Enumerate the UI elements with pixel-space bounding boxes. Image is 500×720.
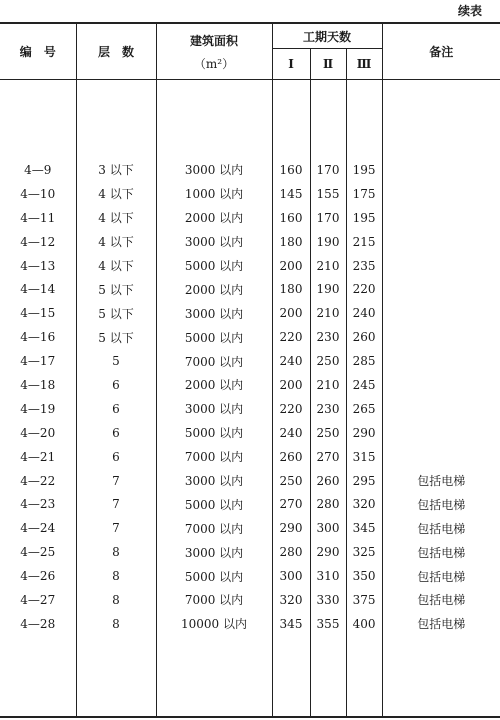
cell-area: 10000 以内 bbox=[156, 612, 272, 636]
cell-area: 2000 以内 bbox=[156, 373, 272, 397]
cell-zone-1: 270 bbox=[272, 492, 310, 516]
cell-zone-1: 180 bbox=[272, 230, 310, 254]
cell-code: 4—20 bbox=[0, 421, 76, 445]
header-remarks: 备注 bbox=[382, 23, 500, 80]
cell-area: 3000 以内 bbox=[156, 230, 272, 254]
cell-zone-3: 195 bbox=[346, 206, 382, 230]
cell-note bbox=[382, 277, 500, 301]
cell-code: 4—10 bbox=[0, 182, 76, 206]
cell-code: 4—28 bbox=[0, 612, 76, 636]
cell-floors: 7 bbox=[76, 516, 156, 540]
table-row bbox=[0, 564, 500, 588]
cell-area: 7000 以内 bbox=[156, 445, 272, 469]
cell-zone-2: 190 bbox=[310, 277, 346, 301]
cell-zone-2: 280 bbox=[310, 492, 346, 516]
cell-area: 3000 以内 bbox=[156, 469, 272, 493]
cell-zone-3: 265 bbox=[346, 397, 382, 421]
cell-note bbox=[382, 397, 500, 421]
cell-area: 3000 以内 bbox=[156, 540, 272, 564]
cell-code: 4—17 bbox=[0, 349, 76, 373]
cell-floors: 5 bbox=[76, 349, 156, 373]
cell-zone-1: 260 bbox=[272, 445, 310, 469]
cell-zone-3: 315 bbox=[346, 445, 382, 469]
table-row bbox=[0, 421, 500, 445]
cell-code: 4—12 bbox=[0, 230, 76, 254]
cell-code: 4—25 bbox=[0, 540, 76, 564]
cell-code: 4—19 bbox=[0, 397, 76, 421]
cell-code: 4—14 bbox=[0, 277, 76, 301]
cell-area: 5000 以内 bbox=[156, 564, 272, 588]
table-row bbox=[0, 158, 500, 182]
table-row bbox=[0, 469, 500, 493]
table-row bbox=[0, 445, 500, 469]
cell-floors: 3 以下 bbox=[76, 158, 156, 182]
cell-area: 3000 以内 bbox=[156, 301, 272, 325]
cell-zone-3: 285 bbox=[346, 349, 382, 373]
cell-zone-3: 350 bbox=[346, 564, 382, 588]
cell-code: 4—9 bbox=[0, 158, 76, 182]
continued-label: 续表 bbox=[457, 4, 482, 18]
cell-zone-1: 160 bbox=[272, 158, 310, 182]
construction-duration-table bbox=[0, 22, 500, 718]
cell-note: 包括电梯 bbox=[382, 516, 500, 540]
cell-zone-3: 235 bbox=[346, 254, 382, 278]
cell-note bbox=[382, 182, 500, 206]
cell-zone-1: 220 bbox=[272, 397, 310, 421]
cell-code: 4—24 bbox=[0, 516, 76, 540]
cell-zone-1: 320 bbox=[272, 588, 310, 612]
cell-floors: 7 bbox=[76, 469, 156, 493]
cell-area: 5000 以内 bbox=[156, 492, 272, 516]
cell-zone-3: 175 bbox=[346, 182, 382, 206]
cell-zone-2: 210 bbox=[310, 301, 346, 325]
cell-floors: 8 bbox=[76, 588, 156, 612]
header-floors: 层 数 bbox=[76, 23, 156, 80]
cell-note bbox=[382, 158, 500, 182]
table-row bbox=[0, 516, 500, 540]
cell-area: 7000 以内 bbox=[156, 588, 272, 612]
cell-zone-1: 145 bbox=[272, 182, 310, 206]
cell-zone-1: 240 bbox=[272, 349, 310, 373]
cell-note: 包括电梯 bbox=[382, 469, 500, 493]
table-row bbox=[0, 230, 500, 254]
cell-area: 5000 以内 bbox=[156, 421, 272, 445]
cell-zone-3: 195 bbox=[346, 158, 382, 182]
cell-zone-1: 200 bbox=[272, 373, 310, 397]
cell-area: 5000 以内 bbox=[156, 254, 272, 278]
table-row bbox=[0, 540, 500, 564]
cell-zone-1: 250 bbox=[272, 469, 310, 493]
cell-area: 1000 以内 bbox=[156, 182, 272, 206]
cell-zone-3: 220 bbox=[346, 277, 382, 301]
cell-code: 4—18 bbox=[0, 373, 76, 397]
table-row bbox=[0, 349, 500, 373]
cell-area: 3000 以内 bbox=[156, 158, 272, 182]
table-row bbox=[0, 301, 500, 325]
table-row bbox=[0, 182, 500, 206]
cell-zone-1: 200 bbox=[272, 254, 310, 278]
header-zone-2: Ⅱ bbox=[310, 49, 346, 80]
cell-area: 2000 以内 bbox=[156, 206, 272, 230]
cell-note: 包括电梯 bbox=[382, 540, 500, 564]
cell-zone-2: 270 bbox=[310, 445, 346, 469]
table-header bbox=[0, 23, 500, 80]
cell-note bbox=[382, 373, 500, 397]
cell-floors: 8 bbox=[76, 540, 156, 564]
table-row bbox=[0, 492, 500, 516]
cell-code: 4—16 bbox=[0, 325, 76, 349]
cell-note: 包括电梯 bbox=[382, 612, 500, 636]
cell-zone-1: 290 bbox=[272, 516, 310, 540]
table-row bbox=[0, 397, 500, 421]
cell-code: 4—27 bbox=[0, 588, 76, 612]
header-area bbox=[156, 23, 272, 80]
cell-zone-1: 240 bbox=[272, 421, 310, 445]
cell-zone-2: 155 bbox=[310, 182, 346, 206]
cell-zone-3: 325 bbox=[346, 540, 382, 564]
cell-area: 2000 以内 bbox=[156, 277, 272, 301]
table-row bbox=[0, 588, 500, 612]
cell-zone-3: 245 bbox=[346, 373, 382, 397]
cell-zone-2: 250 bbox=[310, 421, 346, 445]
cell-zone-3: 215 bbox=[346, 230, 382, 254]
cell-zone-2: 230 bbox=[310, 325, 346, 349]
cell-zone-3: 290 bbox=[346, 421, 382, 445]
cell-floors: 8 bbox=[76, 564, 156, 588]
cell-zone-2: 260 bbox=[310, 469, 346, 493]
cell-code: 4—15 bbox=[0, 301, 76, 325]
cell-code: 4—13 bbox=[0, 254, 76, 278]
cell-note bbox=[382, 445, 500, 469]
cell-floors: 4 以下 bbox=[76, 182, 156, 206]
cell-zone-2: 355 bbox=[310, 612, 346, 636]
cell-note bbox=[382, 301, 500, 325]
cell-zone-3: 260 bbox=[346, 325, 382, 349]
cell-zone-3: 240 bbox=[346, 301, 382, 325]
cell-zone-1: 160 bbox=[272, 206, 310, 230]
cell-zone-2: 170 bbox=[310, 206, 346, 230]
table-row bbox=[0, 206, 500, 230]
cell-note: 包括电梯 bbox=[382, 588, 500, 612]
cell-floors: 5 以下 bbox=[76, 301, 156, 325]
cell-zone-2: 210 bbox=[310, 373, 346, 397]
cell-floors: 6 bbox=[76, 445, 156, 469]
table-row bbox=[0, 325, 500, 349]
table-row bbox=[0, 373, 500, 397]
cell-area: 3000 以内 bbox=[156, 397, 272, 421]
cell-floors: 8 bbox=[76, 612, 156, 636]
cell-zone-1: 180 bbox=[272, 277, 310, 301]
cell-area: 7000 以内 bbox=[156, 349, 272, 373]
cell-floors: 6 bbox=[76, 373, 156, 397]
cell-note: 包括电梯 bbox=[382, 492, 500, 516]
table-row bbox=[0, 254, 500, 278]
cell-note bbox=[382, 349, 500, 373]
cell-note bbox=[382, 230, 500, 254]
cell-zone-3: 320 bbox=[346, 492, 382, 516]
cell-zone-2: 230 bbox=[310, 397, 346, 421]
cell-note bbox=[382, 254, 500, 278]
cell-code: 4—21 bbox=[0, 445, 76, 469]
cell-floors: 4 以下 bbox=[76, 254, 156, 278]
cell-code: 4—23 bbox=[0, 492, 76, 516]
header-code: 编 号 bbox=[0, 23, 76, 80]
table-row bbox=[0, 277, 500, 301]
cell-note: 包括电梯 bbox=[382, 564, 500, 588]
table-row bbox=[0, 612, 500, 636]
cell-code: 4—22 bbox=[0, 469, 76, 493]
cell-zone-2: 210 bbox=[310, 254, 346, 278]
header-area-title: 建筑面积 bbox=[189, 33, 238, 48]
cell-note bbox=[382, 325, 500, 349]
cell-floors: 5 以下 bbox=[76, 325, 156, 349]
cell-zone-3: 345 bbox=[346, 516, 382, 540]
cell-floors: 4 以下 bbox=[76, 206, 156, 230]
cell-zone-2: 250 bbox=[310, 349, 346, 373]
table-spacer-bottom bbox=[0, 636, 500, 717]
header-duration: 工期天数 bbox=[272, 23, 382, 49]
header-zone-1: Ⅰ bbox=[272, 49, 310, 80]
cell-zone-2: 170 bbox=[310, 158, 346, 182]
cell-area: 5000 以内 bbox=[156, 325, 272, 349]
header-zone-3: Ⅲ bbox=[346, 49, 382, 80]
cell-note bbox=[382, 421, 500, 445]
cell-floors: 7 bbox=[76, 492, 156, 516]
cell-zone-3: 295 bbox=[346, 469, 382, 493]
cell-zone-3: 375 bbox=[346, 588, 382, 612]
cell-zone-1: 345 bbox=[272, 612, 310, 636]
cell-zone-2: 290 bbox=[310, 540, 346, 564]
cell-floors: 4 以下 bbox=[76, 230, 156, 254]
cell-zone-2: 300 bbox=[310, 516, 346, 540]
cell-floors: 6 bbox=[76, 397, 156, 421]
cell-note bbox=[382, 206, 500, 230]
cell-zone-2: 190 bbox=[310, 230, 346, 254]
cell-zone-1: 280 bbox=[272, 540, 310, 564]
cell-zone-1: 200 bbox=[272, 301, 310, 325]
cell-zone-1: 300 bbox=[272, 564, 310, 588]
table-body bbox=[0, 80, 500, 717]
cell-code: 4—26 bbox=[0, 564, 76, 588]
cell-zone-2: 310 bbox=[310, 564, 346, 588]
header-area-unit: （m²） bbox=[193, 56, 235, 71]
cell-zone-2: 330 bbox=[310, 588, 346, 612]
table-spacer-top bbox=[0, 80, 500, 159]
cell-area: 7000 以内 bbox=[156, 516, 272, 540]
cell-zone-3: 400 bbox=[346, 612, 382, 636]
cell-floors: 6 bbox=[76, 421, 156, 445]
cell-zone-1: 220 bbox=[272, 325, 310, 349]
cell-code: 4—11 bbox=[0, 206, 76, 230]
cell-floors: 5 以下 bbox=[76, 277, 156, 301]
